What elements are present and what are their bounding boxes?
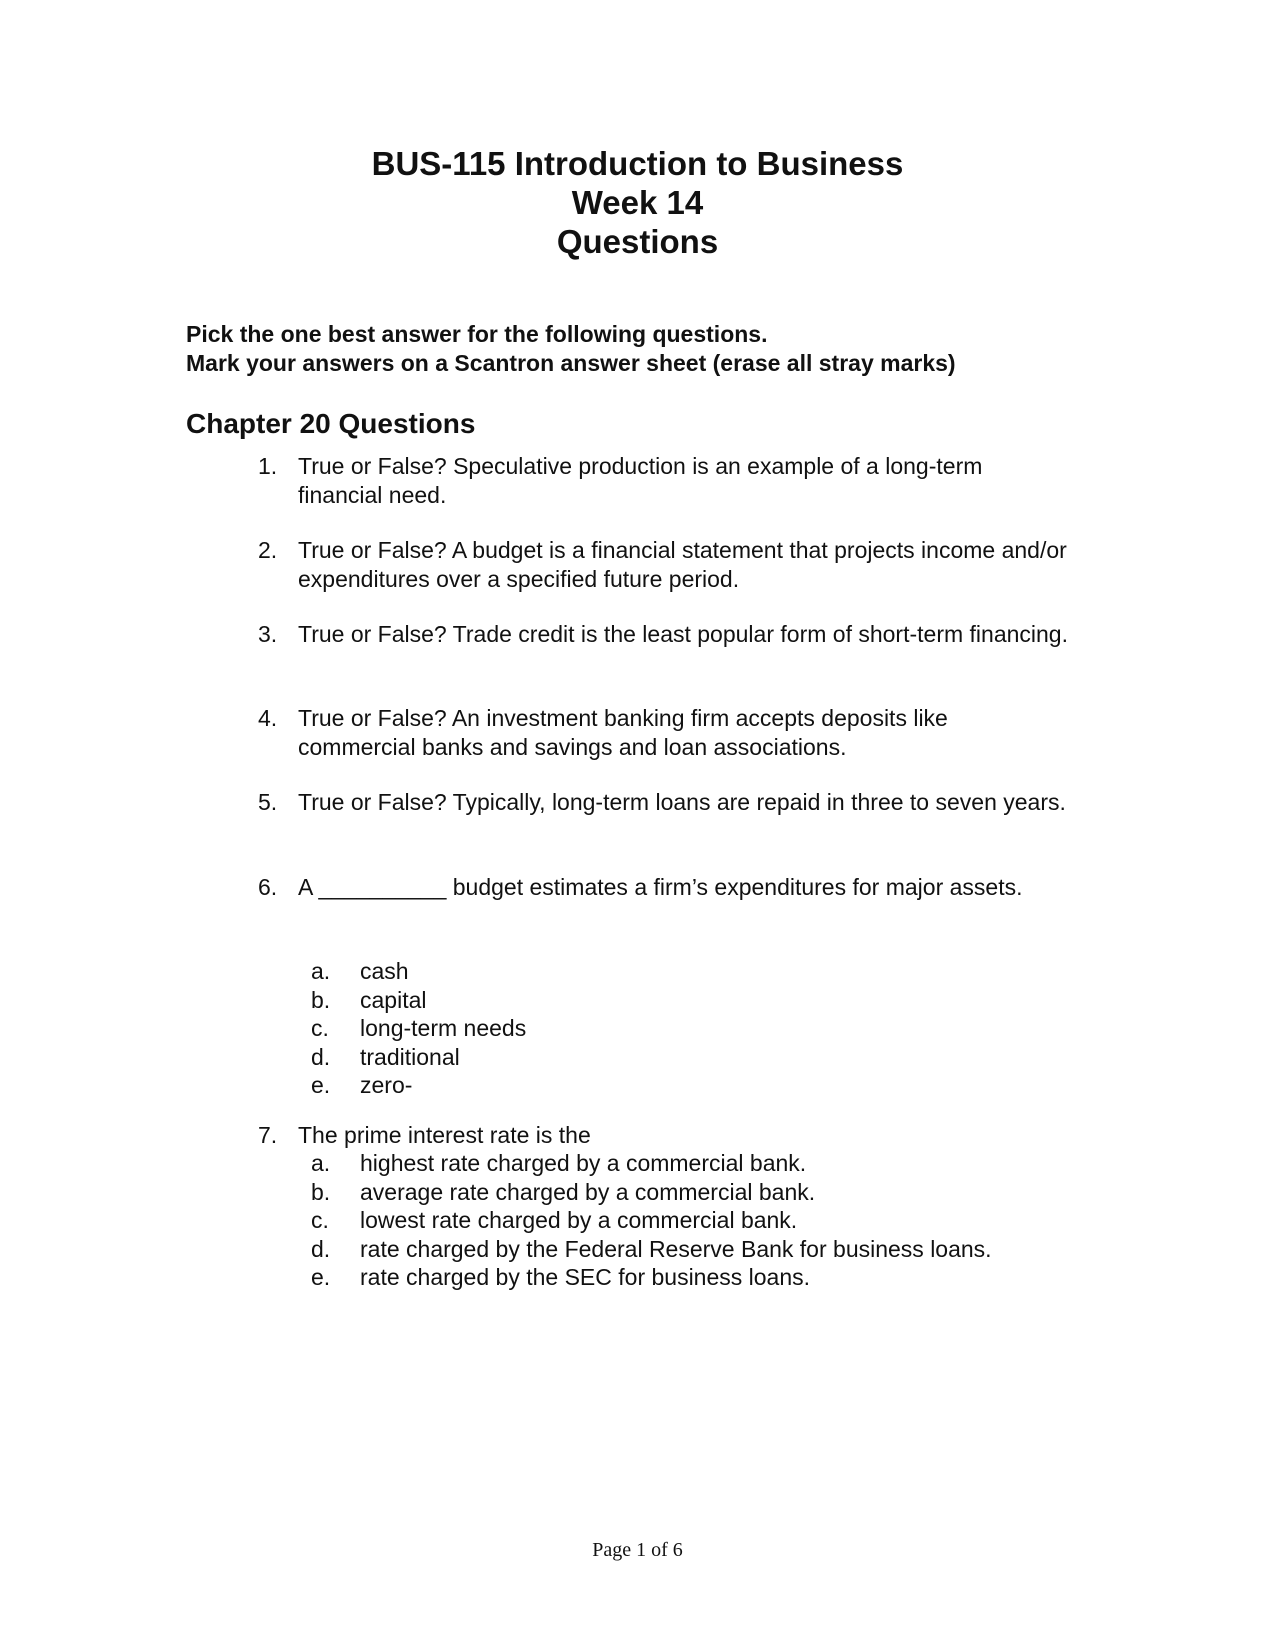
instruction-line-2: Mark your answers on a Scantron answer sheet (erase all stray marks)	[186, 350, 956, 376]
option-text: cash	[360, 958, 409, 984]
question-number: 7.	[258, 1122, 278, 1148]
document-title	[0, 144, 1275, 261]
question-text: True or False? An investment banking firm accepts deposits like commercial banks and savings and loan associations.	[298, 705, 948, 760]
question-text: True or False? A budget is a financial statement that projects income and/or expenditures over a specified future period.	[298, 537, 1067, 592]
chapter-heading: Chapter 20 Questions	[186, 408, 476, 439]
option-letter: a.	[311, 1150, 331, 1176]
answer-option	[258, 1235, 1068, 1264]
question-5	[258, 788, 1068, 817]
option-text: zero-	[360, 1072, 413, 1098]
question-number: 2.	[258, 537, 278, 563]
answer-option	[258, 1263, 1068, 1292]
option-letter: e.	[311, 1264, 331, 1290]
option-text: capital	[360, 986, 427, 1013]
option-text: long-term needs	[360, 1015, 527, 1041]
option-letter: c.	[311, 1015, 329, 1041]
answer-option	[258, 1043, 1068, 1072]
option-text: rate charged by the Federal Reserve Bank for business loans.	[360, 1235, 992, 1262]
option-letter: b.	[311, 986, 331, 1013]
question-7-options	[258, 1149, 1068, 1292]
option-letter: b.	[311, 1178, 331, 1205]
question-7	[258, 1121, 1068, 1150]
question-number: 1.	[258, 453, 278, 479]
question-2	[258, 536, 1068, 593]
question-6-options	[258, 957, 1068, 1100]
option-text: average rate charged by a commercial bank.	[360, 1178, 816, 1205]
question-text: True or False? Trade credit is the least popular form of short-term financing.	[298, 621, 1068, 647]
question-text: A __________ budget estimates a firm’s expenditures for major assets.	[298, 874, 1023, 900]
answer-option	[258, 1014, 1068, 1043]
option-text: lowest rate charged by a commercial bank.	[360, 1207, 798, 1233]
option-letter: a.	[311, 958, 331, 984]
page-number: Page 1 of 6	[592, 1539, 683, 1561]
question-number: 4.	[258, 705, 278, 731]
option-text: rate charged by the SEC for business loans.	[360, 1264, 811, 1290]
instructions	[186, 320, 956, 378]
option-letter: d.	[311, 1235, 331, 1262]
option-text: highest rate charged by a commercial bank.	[360, 1150, 807, 1176]
week-title: Week 14	[571, 184, 704, 221]
question-4	[258, 704, 1068, 761]
question-1	[258, 452, 1068, 509]
question-3	[258, 620, 1068, 649]
question-text: True or False? Typically, long-term loans are repaid in three to seven years.	[298, 789, 1066, 815]
question-number: 6.	[258, 874, 278, 900]
question-number: 5.	[258, 789, 278, 815]
answer-option	[258, 1149, 1068, 1178]
answer-option	[258, 957, 1068, 986]
section-title: Questions	[556, 223, 719, 260]
question-number: 3.	[258, 621, 278, 647]
answer-option	[258, 1206, 1068, 1235]
answer-option	[258, 1178, 1068, 1207]
instruction-line-1: Pick the one best answer for the following questions.	[186, 321, 768, 347]
question-text: True or False? Speculative production is an example of a long-term financial need.	[298, 453, 983, 508]
option-letter: d.	[311, 1043, 331, 1070]
question-text: The prime interest rate is the	[298, 1122, 591, 1148]
option-text: traditional	[360, 1043, 460, 1070]
question-6	[258, 873, 1068, 902]
course-title: BUS-115 Introduction to Business	[371, 145, 904, 182]
option-letter: e.	[311, 1072, 331, 1098]
answer-option	[258, 1071, 1068, 1100]
answer-option	[258, 986, 1068, 1015]
option-letter: c.	[311, 1207, 329, 1233]
